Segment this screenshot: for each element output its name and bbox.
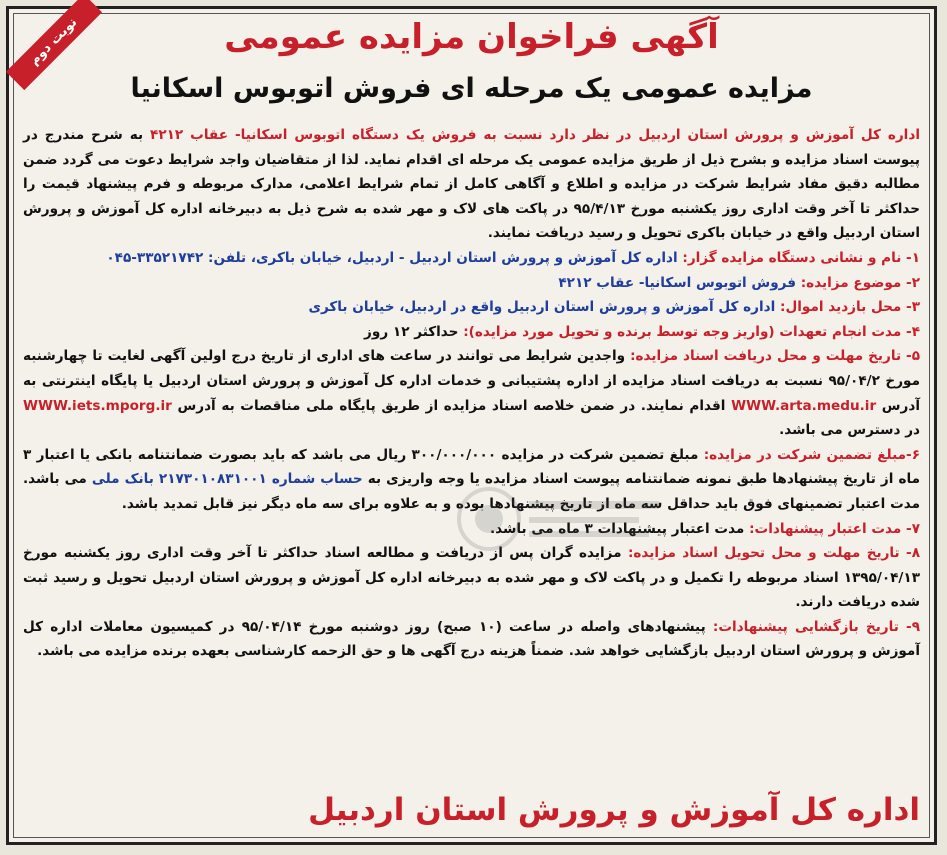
item-6-label: ۶-مبلغ تضمین شرکت در مزایده: (703, 446, 920, 463)
item-4-text: حداکثر ۱۲ روز (364, 323, 464, 340)
item-4-label: ۴- مدت انجام تعهدات (واریز وجه توسط برنده و تحویل مورد مزایده): (463, 323, 920, 340)
item-3-text: اداره کل آموزش و پرورش استان اردبیل واقع در اردبیل، خیابان باکری (308, 299, 781, 316)
item-8-label: ۸- تاریخ مهلت و محل تحویل اسناد مزایده: (627, 545, 920, 562)
item-6 (23, 443, 920, 517)
item-6-account: حساب شماره ۲۱۷۳۰۱۰۸۳۱۰۰۱ بانک ملی (91, 471, 363, 488)
item-3 (23, 295, 920, 320)
item-5 (23, 344, 920, 442)
item-8 (23, 541, 920, 615)
item-7-label: ۷- مدت اعتبار پیشنهادات: (749, 520, 920, 537)
item-4 (23, 320, 920, 345)
notice-subtitle: مزایده عمومی یک مرحله ای فروش اتوبوس اسکانیا (130, 73, 813, 104)
notice-body (23, 123, 920, 664)
item-2 (23, 271, 920, 296)
item-6-text: مبلغ تضمین شرکت در مزایده ۳۰۰/۰۰۰/۰۰۰ ریال می باشد که باید بصورت ضمانتنامه بانکی یا اعتبار ۳ ماه از تاریخ پیشنهادها طبق نمونه ضمانتنامه پیوست اسناد مزایده یا وجه واریزی به (23, 446, 921, 488)
intro-text: به شرح مندرج در پیوست اسناد مزایده و بشرح ذیل از طریق مزایده عمومی یک مرحله ای اقدام نماید. لذا از متقاضیان واجد شرایط دعوت می گردد ضمن مطالبه دقیق مفاد شرایط شرکت در مزایده و اطلاع و آگاهی کامل از تمام شرایط اعلامی، مدارک مربوطه و فرم پیشنهاد قیمت را حداکثر تا آخر وقت اداری روز یکشنبه مورخ ۹۵/۴/۱۳ در پاکت های لاک و مهر شده به شرح ذیل به دبیرخانه اداره کل آموزش و پرورش استان اردبیل واقع در خیابان باکری تحویل و رسید دریافت نمایند. (23, 127, 921, 242)
intro-highlight: اداره کل آموزش و پرورش استان اردبیل در نظر دارد نسبت به فروش یک دستگاه اتوبوس اسکانیا- عقاب ۴۲۱۲ (150, 127, 920, 143)
item-7-text: مدت اعتبار پیشنهادات ۳ ماه می باشد. (490, 520, 750, 537)
intro-paragraph (23, 123, 920, 246)
item-5-text-2: اقدام نمایند. در ضمن خلاصه اسناد مزایده از طریق پایگاه ملی مناقصات به آدرس (171, 397, 732, 414)
notice-frame (6, 6, 937, 845)
item-7 (23, 517, 920, 542)
item-9 (23, 615, 920, 664)
item-5-link-arta[interactable]: WWW.arta.medu.ir (731, 397, 877, 414)
item-8-text: مزایده گران پس از دریافت و مطالعه اسناد حداکثر تا آخر وقت اداری روز یکشنبه مورخ ۱۳۹۵/۰۴/۱۳ اسناد مربوطه را تکمیل و در پاکت لاک و مهر شده به دبیرخانه اداره کل آموزش و پرورش استان اردبیل تحویل و رسید ثبت شده دریافت دارند. (23, 545, 920, 611)
item-9-text: پیشنهادهای واصله در ساعت (۱۰ صبح) روز دوشنبه مورخ ۹۵/۰۴/۱۴ در کمیسیون معاملات اداره کل آموزش و پرورش استان اردبیل بازگشایی خواهد شد. ضمناً هزینه درج آگهی ها و حق الزحمه کارشناسی بعهده برنده مزایده می باشد. (23, 618, 920, 660)
item-2-text: فروش اتوبوس اسکانیا- عقاب ۴۲۱۲ (558, 274, 801, 291)
corner-ribbon: نوبت دوم (6, 0, 102, 90)
item-2-label: ۲- موضوع مزایده: (800, 274, 920, 291)
issuer-signature: اداره کل آموزش و پرورش استان اردبیل (308, 792, 920, 828)
item-9-label: ۹- تاریخ بازگشایی پیشنهادات: (712, 618, 921, 635)
item-1 (23, 246, 920, 271)
notice-title: آگهی فراخوان مزایده عمومی (224, 17, 719, 57)
item-1-text: اداره کل آموزش و پرورش استان اردبیل - اردبیل، خیابان باکری، تلفن: ۳۳۵۲۱۷۴۲-۰۴۵ (106, 249, 683, 266)
item-6-text-2: می باشد. مدت اعتبار تضمینهای فوق باید حداقل سه ماه از تاریخ پیشنهادها بوده و به علاوه برای سه ماه دیگر نیز قابل تمدید باشد. (23, 471, 920, 512)
item-3-label: ۳- محل بازدید اموال: (780, 299, 920, 316)
item-5-text-3: در دسترس می باشد. (779, 422, 920, 439)
item-5-label: ۵- تاریخ مهلت و محل دریافت اسناد مزایده: (630, 348, 920, 365)
item-5-text: واجدین شرایط می توانند در ساعت های اداری از تاریخ درج اولین آگهی لغایت تا چهارشنبه مورخ ۹۵/۰۴/۲ نسبت به دریافت اسناد مزایده از اداره پشتیبانی و خدمات اداره کل آموزش و پرورش استان اردبیل یا پایگاه اینترنتی به آدرس (23, 348, 920, 414)
item-5-link-iets[interactable]: WWW.iets.mporg.ir (23, 397, 172, 414)
item-1-label: ۱- نام و نشانی دستگاه مزایده گزار: (682, 249, 920, 266)
